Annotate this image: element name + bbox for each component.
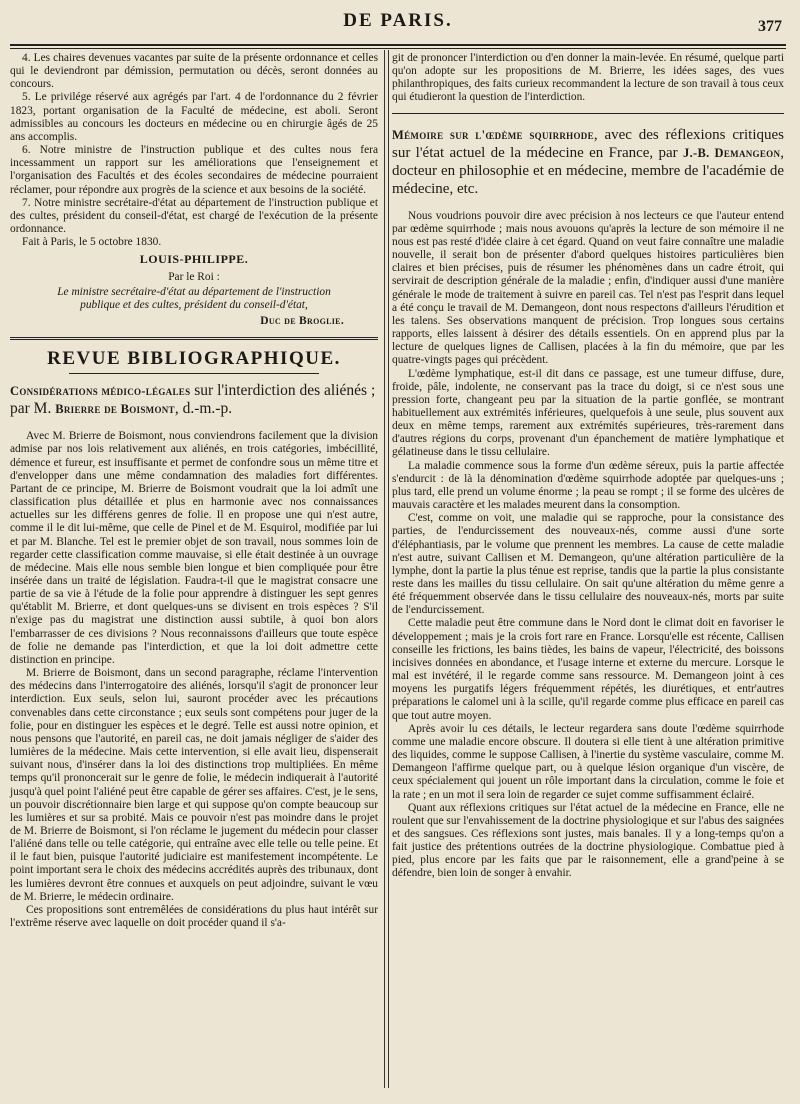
ordinance-section: [10, 52, 378, 328]
article1-author-suffix: , d.-m.-p.: [174, 400, 233, 418]
article2-title-rest: , avec des réflexions critiques sur l'état actuel de la médecine en France, par: [392, 126, 784, 161]
header-rule: [10, 44, 786, 46]
ordinance-article-4: 4. Les chaires devenues vacantes par suite de la présente ordonnance et celles qui le deviendront par démission, permutation ou décès, seront données au concours.: [10, 52, 378, 91]
column-divider: [384, 50, 389, 1088]
article2-title: [392, 126, 784, 198]
article1-paragraph-2: M. Brierre de Boismont, dans un second paragraphe, réclame l'intervention des médecins dans l'interrogatoire des aliénés, lorsqu'il s'agit de prononcer leur interdiction. Eux seuls, selon lui, sauront procéder avec les précautions convenables dans cette circonstance ; eux seuls sont compétens pour juger de la folie, pour en distinguer les espèces et le degré. Telle est aussi notre opinion, et nous pensons que l'autorité, en pareil cas, ne doit jamais négliger de s'aider des lumières de la médecine. Mais cette intervention, si elle avait lieu, dispenserait suivant nous, d'insérer dans la loi des distinctions trop multipliées. En même temps qu'il prononcerait sur le genre de folie, le médecin indiquerait à l'autorité jusqu'à quel point l'aliéné peut être capable de gérer ses affaires. C'est, je le sens, un pouvoir discrétionnaire bien large et qui suppose qu'on compte beaucoup sur les lumières et sur sa probité. Mais ce pouvoir n'est pas moindre dans le projet de M. Brierre de Boismont, si l'on réclame le jugement du médecin pour classer l'aliéné dans telle ou telle catégorie, qui entraîne avec elle telle ou telle peine. Et il le faut bien, puisque l'autorité judiciaire est manifestement incompétente. Le point important sera le choix des médecins accrédités auprès des tribunaux, dont les lumières devront être connues et auxquels on peut adjoindre, suivant le vœu de M. Brierre, le médecin ordinaire.: [10, 667, 378, 903]
article2-paragraph-2: L'œdème lymphatique, est-il dit dans ce passage, est une tumeur diffuse, dure, froide, pâle, indolente, ne conservant pas la trace du doigt, si ce n'est sous une pression forte, changeant peu par la situation de la partie gonflée, se montrant habituellement aux extrémités inférieures, quelquefois à une seule, plus souvent aux deux en même temps, rarement aux extrémités supérieures, très-rarement dans d'autres régions du corps, provenant d'un épanchement de matière lymphatique et gélatineuse dans le tissu cellulaire.: [392, 367, 784, 459]
article1-paragraph-3: Ces propositions sont entremêlées de considérations du plus haut intérêt sur l'extrême réserve avec laquelle on doit procéder quand il s'a-: [10, 903, 378, 930]
ordinance-date: Fait à Paris, le 5 octobre 1830.: [22, 236, 162, 249]
king-signature: LOUIS-PHILIPPE.: [139, 252, 249, 267]
ordinance-article-7: 7. Notre ministre secrétaire-d'état au département de l'instruction publique et des cultes, président du conseil-d'état, est chargé de l'exécution de la présente ordonnance.: [10, 196, 378, 236]
left-column: [10, 52, 378, 930]
article2-paragraph-1: Nous voudrions pouvoir dire avec précision à nos lecteurs ce que l'auteur entend par œdème squirrhode ; mais nous avouons qu'après la lecture de son mémoire il ne nous est pas resté d'idée claire à cet égard. Quand on veut faire connaître une maladie nouvelle, il serait bon de présenter d'abord quelques histoires particulières bien claires et bien précises, puis de résumer les phénomènes dans un cadre étroit, qui servirait de description générale de la maladie ; enfin, d'indiquer aussi d'une manière générale le mode de traitement à suivre en pareil cas. Tel n'est pas l'esprit dans lequel a été conçu le travail de M. Demangeon, dont nous respectons d'ailleurs l'érudition et les talens. Ses observations manquent de précision. Trop longues sous certains rapports, elles laissent à désirer des détails essentiels. On en apprend plus par la lecture de quelques lignes de Callisen, placées à la fin du mémoire, que par les quatre-vingts pages qui précèdent.: [392, 209, 784, 367]
revue-title: REVUE BIBLIOGRAPHIQUE.: [47, 348, 341, 370]
article1-title: [10, 382, 378, 418]
article2-paragraph-7: Quant aux réflexions critiques sur l'état actuel de la médecine en France, elle ne roulent que sur l'envahissement de la doctrine physiologique et sur l'abus des saignées et des sangsues. Ces réflexions sont justes, mais banales. Il y a long-temps qu'on a fait justice des prétentions outrées de la doctrine physiologique. Combattue pied à pied, plus encore par les faits que par le raisonnement, elle a grand'peine à se défendre, bien loin de songer à envahir.: [392, 801, 784, 880]
page-number: 377: [758, 18, 782, 35]
title-underline: [69, 373, 319, 374]
minister-title: Le ministre secrétaire-d'état au département de l'instruction publique et des cultes, président du conseil-d'état,: [57, 285, 331, 311]
article1-title-smallcaps: Considérations médico-légales: [10, 384, 191, 399]
duc-signature: [10, 315, 378, 328]
article2-paragraph-5: Cette maladie peut être commune dans le Nord dont le climat doit en favoriser le développement ; mais je la crois fort rare en France. Lorsqu'elle est récente, Callisen conseille les frictions, les bains tièdes, les bains de vapeur, l'électricité, des boissons incisives données en abondance, et l'usage interne et externe du mercure. Lorsque le mal est invétéré, il le regarde comme sans ressource. M. Demangeon joint à ces moyens les purgatifs légers fréquemment répétés, les diurétiques, et entr'autres préparations le calomel uni à la scille, qu'il regarde comme plus efficace en pareil cas que tout autre moyen.: [392, 617, 784, 722]
article1-author: Brierre de Boismont: [55, 402, 175, 417]
article2-paragraph-4: C'est, comme on voit, une maladie qui se rapproche, pour la consistance des parties, de l'endurcissement des nouveaux-nés, comme aussi d'une sorte d'éléphantiasis, par le volume que prennent les membres. La cause de cette maladie n'est autre, suivant Callisen et M. Demangeon, qu'une altération particulière de la lymphe, dont la partie la plus ténue est reprise, tandis que la partie la plus consistante reste dans les mailles du tissu cellulaire. On sait qu'une altération du même genre a été fréquemment observée dans le tissu cellulaire des nouveaux-nés, morts par suite de l'endurcissement.: [392, 512, 784, 617]
ordinance-article-6: 6. Notre ministre de l'instruction publique et des cultes nous fera incessamment un rapport sur les améliorations que l'enseignement et l'organisation des Facultés et des écoles secondaires de médecine pourraient réclamer, pour répondre aux progrès de la science et aux besoins de la société.: [10, 144, 378, 196]
article2-paragraph-6: Après avoir lu ces détails, le lecteur regardera sans doute l'œdème squirrhode comme une maladie encore obscure. Il doutera si elle tient à une altération primitive des liquides, comme le suppose Callisen, à l'inertie du système vasculaire, comme M. Demangeon l'affirme quelque part, ou à quelque lésion organique d'un viscère, de ceux spécialement qui jouent un rôle important dans la circulation, comme le foie et la rate ; en un mot il sera loin de regarder ce sujet comme suffisamment éclairé.: [392, 722, 784, 801]
par-le-roi: Par le Roi :: [168, 270, 220, 283]
article1-title-rest: sur l'interdiction des aliénés ; par M.: [10, 382, 376, 418]
ordinance-article-5: 5. Le privilége réservé aux agrégés par l'art. 4 de l'ordonnance du 2 février 1823, portant organisation de la Faculté de médecine, est aboli. Seront admissibles au concours les docteurs en médecine ou en chirurgie âgés de 25 ans accomplis.: [10, 91, 378, 143]
article2-paragraph-3: La maladie commence sous la forme d'un œdème séreux, puis la partie affectée s'endurcit : de là la dénomination d'œdème squirrhode adoptée par quelques-uns ; plus tard, elle prend un volume énorme ; la peau se rompt ; il se forme des ulcères de mauvais caractère et les malades meurent dans la consomption.: [392, 459, 784, 512]
section-rule: [10, 337, 378, 340]
header-rule-thin: [10, 48, 786, 49]
article2-author: J.-B. Demangeon: [683, 145, 781, 160]
article-separator: [392, 113, 784, 114]
article1-continuation: git de prononcer l'interdiction ou d'en donner la main-levée. En résumé, quelque parti qu'on adopte sur les propositions de M. Brierre, les idées sages, des vues philanthropiques, des faits curieux recommandent la lecture de son travail à tous ceux qui étudieront la question de l'interdiction.: [392, 52, 784, 104]
article1-paragraph-1: Avec M. Brierre de Boismont, nous conviendrons facilement que la division admise par nos lois relativement aux aliénés, en trois catégories, imbécillité, démence et fureur, est insuffisante et permet de confondre sous un même titre et d'envelopper dans une même condamnation des maladies fort différentes. Partant de ce principe, M. Brierre de Boismont voudrait que la loi admît une classification plus détaillée et plus en harmonie avec nos connaissances actuelles sur les différens genres de folie. Il en propose une qui n'est autre, comme il le dit lui-même, que celle de Pinel et de M. Esquirol, modifiée par lui et par M. Blanche. Tel est le premier objet de son travail, nous sommes loin de regarder cette classification comme mauvaise, si elle était destinée à un ouvrage de médecine. Mais elle nous semble bien longue et bien compliquée pour être insérée dans un traité de législation. Faudra-t-il que le magistrat consacre une partie de sa vie à l'étude de la folie pour apprendre à distinguer les sept genres qu'établit M. Brierre, et dont quelques-uns se divisent en trois espèces ? S'il n'exige pas du magistrat une distinction aussi subtile, à quoi bon alors l'embarrasser de ces divisions ? Nous reconnaissons d'ailleurs que toute espèce de folie ne demande pas l'interdiction, et que la loi doit admettre cette distinction en principe.: [10, 430, 378, 666]
article2-title-smallcaps: Mémoire sur l'œdème squirrhode: [392, 127, 594, 142]
running-title: DE PARIS.: [343, 10, 453, 31]
article2-author-suffix: , docteur en philosophie et en médecine, membre de l'académie de médecine, etc.: [392, 144, 785, 197]
duc-name: Duc de Broglie.: [260, 314, 344, 327]
page-header: [10, 4, 786, 40]
right-column: [392, 52, 784, 881]
